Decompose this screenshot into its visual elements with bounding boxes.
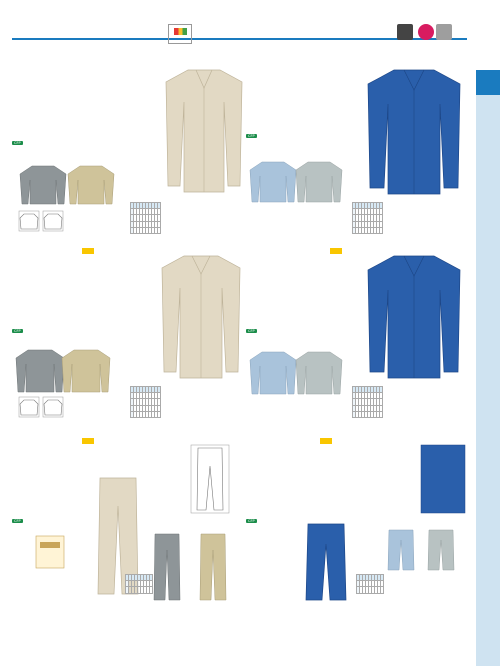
table-row (131, 411, 161, 417)
shirt-image-earth (294, 350, 344, 396)
jacket-image-khaki (66, 164, 116, 206)
product-az-560 (12, 240, 242, 430)
carbon-footprint: CFP (248, 134, 255, 138)
jacket-image-earth (294, 160, 344, 204)
table-row (353, 227, 383, 233)
side-tab-12[interactable] (476, 478, 500, 503)
product-az-rj60 (246, 48, 474, 240)
jacket-detail-thumb (42, 210, 64, 232)
m-icon (418, 24, 434, 40)
side-index (476, 70, 500, 666)
jacket-image-blue (364, 68, 464, 198)
pocket-detail-image (420, 444, 466, 514)
table-cell (380, 411, 383, 417)
table-row (126, 587, 153, 593)
table-cell (158, 411, 161, 417)
shirt-image-blue (364, 254, 464, 382)
table-row (357, 587, 384, 593)
side-tab-15[interactable] (476, 580, 500, 605)
pants-size-table-right (356, 574, 384, 594)
table-cell (380, 227, 383, 233)
side-tab-1[interactable] (476, 104, 500, 129)
new-badge (320, 438, 332, 444)
side-tab-2[interactable] (476, 138, 500, 163)
jacket-back-thumb (18, 210, 40, 232)
jacket-size-table (352, 202, 383, 234)
pants-image-gray (152, 532, 182, 602)
carbon-footprint: CFP (14, 519, 21, 523)
jacket-size-table (130, 202, 161, 234)
pocket-detail-image (190, 444, 230, 514)
side-tab-4[interactable] (476, 206, 500, 231)
shirt-size-table (130, 386, 161, 418)
carbon-footprint: CFP (248, 329, 255, 333)
shirt-image-sax (248, 350, 298, 396)
side-tab-11[interactable] (476, 444, 500, 469)
new-badge (330, 248, 342, 254)
sustainable-factory-logo (168, 24, 192, 44)
side-tab-3[interactable] (476, 172, 500, 197)
side-tab-6[interactable] (476, 274, 500, 299)
table-cell (158, 227, 161, 233)
jacket-image-sax (248, 160, 298, 204)
shirt-image-ivory (158, 254, 244, 382)
carbon-footprint: CFP (14, 329, 21, 333)
side-tab-14[interactable] (476, 546, 500, 571)
table-cell (381, 587, 384, 593)
shirt-image-khaki (60, 348, 112, 394)
pants-image-sax (386, 528, 416, 572)
side-tab-5[interactable] (476, 240, 500, 265)
pants-size-table-left (125, 574, 153, 594)
new-badge (82, 248, 94, 254)
new-badge (82, 438, 94, 444)
side-tab-10[interactable] (476, 410, 500, 435)
shirt-back-thumb (18, 396, 40, 418)
table-row (353, 411, 383, 417)
shirt-detail-thumb (42, 396, 64, 418)
pants-image-blue (304, 522, 348, 602)
pants-image-earth (426, 528, 456, 572)
side-tab-7[interactable] (476, 308, 500, 333)
table-cell (150, 587, 153, 593)
shirt-size-table (352, 386, 383, 418)
product-az-660 (12, 48, 242, 240)
table-row (131, 227, 161, 233)
side-tab-8[interactable] (476, 342, 500, 367)
carbon-footprint: CFP (248, 519, 255, 523)
product-az-rs406 (246, 240, 474, 430)
infinity-icon (397, 24, 413, 40)
side-tab-9[interactable] (476, 376, 500, 401)
jacket-image-ivory (162, 68, 246, 196)
pants-image-khaki (198, 532, 228, 602)
jacket-image-gray (18, 164, 68, 206)
side-tab-13[interactable] (476, 512, 500, 537)
recycle-poly-icon (436, 24, 452, 40)
hangtag-image (32, 534, 68, 570)
side-tab-0[interactable] (476, 70, 500, 95)
shirt-image-gray (14, 348, 66, 394)
carbon-footprint: CFP (14, 141, 21, 145)
